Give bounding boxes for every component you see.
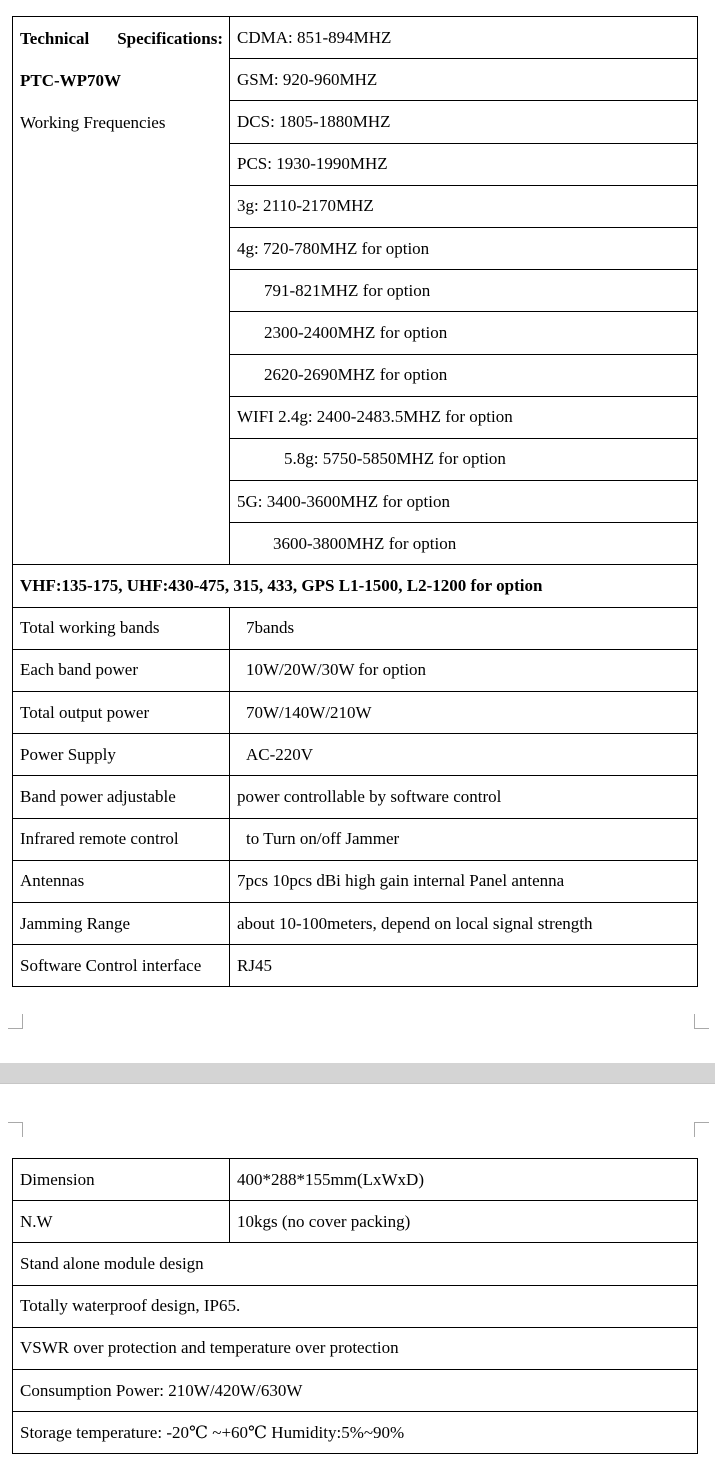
frequency-cell: 5G: 3400-3600MHZ for option	[230, 481, 698, 523]
table-row	[13, 649, 698, 691]
page-corner-mark	[8, 1122, 23, 1137]
spec-note: Storage temperature: -20℃ ~+60℃ Humidity:5%~90%	[13, 1412, 698, 1454]
table-row	[13, 1327, 698, 1369]
page-corner-mark	[694, 1014, 709, 1029]
optional-bands-banner: VHF:135-175, UHF:430-475, 315, 433, GPS L1-1500, L2-1200 for option	[13, 565, 698, 607]
table-row	[13, 1201, 698, 1243]
spec-value: 400*288*155mm(LxWxD)	[230, 1159, 698, 1201]
spec-label: Power Supply	[13, 734, 230, 776]
spec-value: 70W/140W/210W	[230, 692, 698, 734]
table-row	[13, 607, 698, 649]
frequency-cell: 2620-2690MHZ for option	[230, 354, 698, 396]
spec-value: about 10-100meters, depend on local signal strength	[230, 902, 698, 944]
table-row	[13, 1285, 698, 1327]
spec-label: Software Control interface	[13, 945, 230, 987]
table-row	[13, 17, 698, 59]
spec-value: power controllable by software control	[230, 776, 698, 818]
spec-label: Total output power	[13, 692, 230, 734]
spec-note: Totally waterproof design, IP65.	[13, 1285, 698, 1327]
spec-title: Technical Specifications:	[20, 29, 223, 48]
table-row	[13, 945, 698, 987]
table-row	[13, 860, 698, 902]
spec-note: Consumption Power: 210W/420W/630W	[13, 1369, 698, 1411]
frequency-cell: 791-821MHZ for option	[230, 270, 698, 312]
physical-spec-table	[12, 1158, 698, 1454]
spec-label: Each band power	[13, 649, 230, 691]
technical-spec-table	[12, 16, 698, 987]
frequency-cell: 4g: 720-780MHZ for option	[230, 227, 698, 269]
frequency-cell: 2300-2400MHZ for option	[230, 312, 698, 354]
spec-value: AC-220V	[230, 734, 698, 776]
spec-value: to Turn on/off Jammer	[230, 818, 698, 860]
spec-note: Stand alone module design	[13, 1243, 698, 1285]
spec-label: Jamming Range	[13, 902, 230, 944]
table-row	[13, 1412, 698, 1454]
frequency-cell: WIFI 2.4g: 2400-2483.5MHZ for option	[230, 396, 698, 438]
spec-header-cell	[13, 17, 230, 565]
table-row	[13, 692, 698, 734]
frequency-cell: DCS: 1805-1880MHZ	[230, 101, 698, 143]
working-frequencies-label: Working Frequencies	[20, 113, 166, 133]
frequency-cell: 3600-3800MHZ for option	[230, 523, 698, 565]
spec-value: 7bands	[230, 607, 698, 649]
table-row	[13, 1369, 698, 1411]
spec-label: Band power adjustable	[13, 776, 230, 818]
spec-label: Infrared remote control	[13, 818, 230, 860]
frequency-cell: PCS: 1930-1990MHZ	[230, 143, 698, 185]
table-row	[13, 734, 698, 776]
page-corner-mark	[694, 1122, 709, 1137]
frequency-cell: 5.8g: 5750-5850MHZ for option	[230, 438, 698, 480]
table-row	[13, 818, 698, 860]
spec-label: Antennas	[13, 860, 230, 902]
spec-note: VSWR over protection and temperature over protection	[13, 1327, 698, 1369]
spec-label: Dimension	[13, 1159, 230, 1201]
table-row	[13, 902, 698, 944]
spec-label: N.W	[13, 1201, 230, 1243]
page-break-gap	[0, 1063, 715, 1084]
spec-label: Total working bands	[13, 607, 230, 649]
spec-value: RJ45	[230, 945, 698, 987]
model-name: PTC-WP70W	[20, 71, 122, 91]
frequency-cell: 3g: 2110-2170MHZ	[230, 185, 698, 227]
frequency-cell: CDMA: 851-894MHZ	[230, 17, 698, 59]
table-row	[13, 1159, 698, 1201]
table-row	[13, 776, 698, 818]
frequency-cell: GSM: 920-960MHZ	[230, 59, 698, 101]
spec-value: 10W/20W/30W for option	[230, 649, 698, 691]
spec-value: 10kgs (no cover packing)	[230, 1201, 698, 1243]
page-corner-mark	[8, 1014, 23, 1029]
table-row	[13, 1243, 698, 1285]
spec-value: 7pcs 10pcs dBi high gain internal Panel antenna	[230, 860, 698, 902]
table-row	[13, 565, 698, 607]
